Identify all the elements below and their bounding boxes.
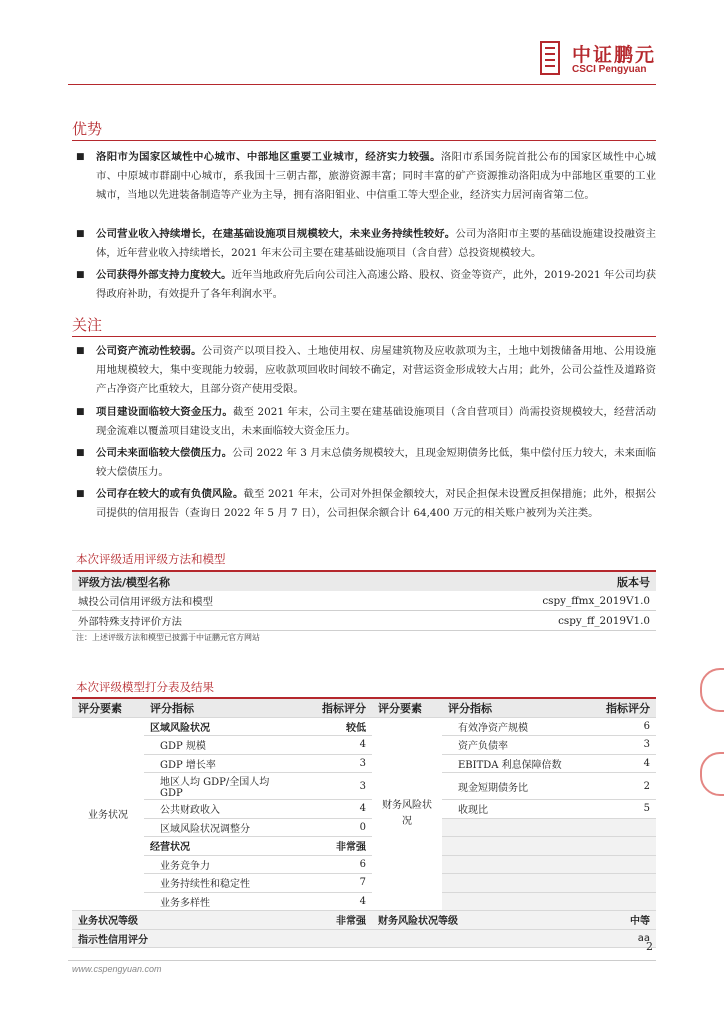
section-divider	[72, 140, 656, 141]
score-item-label: 业务持续性和稳定性	[144, 874, 290, 893]
section-title-advantages: 优势	[72, 120, 103, 138]
advantage-item: 公司营业收入持续增长，在建基础设施项目规模较大，未来业务持续性较好。公司为洛阳市主要的基础设施建设投融资主体，近年营业收入持续增长，2021 年末公司主要在建基础设施项目（含自营）总投资规模较大。	[96, 228, 656, 259]
score-item-value: 2	[580, 773, 656, 800]
method-name: 外部特殊支持评价方法	[72, 611, 394, 631]
bullet-icon: ■	[76, 448, 85, 458]
method-version: cspy_ff_2019V1.0	[394, 611, 656, 631]
seal-stamp-icon	[700, 752, 724, 796]
score-header: 评分要素	[372, 698, 442, 717]
score-item-label: 公共财政收入	[144, 800, 290, 819]
indicative-score-label: 指示性信用评分	[72, 929, 580, 948]
score-group-label: 经营状况	[144, 837, 290, 856]
bullet-icon: ■	[76, 270, 85, 280]
score-item-value: 3	[580, 736, 656, 755]
score-item-label: 业务竞争力	[144, 855, 290, 874]
empty-cell	[442, 892, 580, 911]
empty-cell	[580, 874, 656, 893]
score-table-title: 本次评级模型打分表及结果	[76, 680, 214, 694]
score-item-value: 7	[290, 874, 372, 893]
method-table-note: 注：上述评级方法和模型已披露于中证鹏元官方网站	[76, 633, 260, 642]
empty-cell	[442, 837, 580, 856]
score-item-label: 地区人均 GDP/全国人均 GDP	[144, 773, 290, 800]
bullet-icon: ■	[76, 152, 85, 162]
empty-cell	[442, 855, 580, 874]
empty-cell	[442, 818, 580, 837]
score-item-label: EBITDA 利息保障倍数	[442, 754, 580, 773]
score-header: 评分指标	[144, 698, 290, 717]
score-item-value: 6	[580, 717, 656, 736]
method-header-name: 评级方法/模型名称	[72, 571, 394, 591]
bullet-icon: ■	[76, 489, 85, 499]
page-number: 2	[646, 940, 653, 953]
financial-grade-value: 中等	[580, 911, 656, 930]
footer-url: www.cspengyuan.com	[72, 964, 162, 974]
business-grade-label: 业务状况等级	[72, 911, 290, 930]
score-group-label: 区域风险状况	[144, 717, 290, 736]
score-item-label: GDP 增长率	[144, 754, 290, 773]
section-divider	[72, 336, 656, 337]
score-item-label: GDP 规模	[144, 736, 290, 755]
score-item-value: 6	[290, 855, 372, 874]
empty-cell	[580, 837, 656, 856]
score-header: 指标评分	[290, 698, 372, 717]
financial-grade-label: 财务风险状况等级	[372, 911, 580, 930]
footer-divider	[68, 960, 656, 961]
score-item-label: 区域风险状况调整分	[144, 818, 290, 837]
score-item-value: 4	[290, 892, 372, 911]
score-item-value: 4	[290, 800, 372, 819]
method-table	[72, 570, 656, 631]
empty-cell	[580, 818, 656, 837]
score-item-label: 资产负债率	[442, 736, 580, 755]
logo-english-name: CSCI Pengyuan	[572, 64, 647, 75]
score-item-label: 现金短期债务比	[442, 773, 580, 800]
company-logo-icon	[540, 41, 560, 75]
score-factor-business: 业务状况	[72, 717, 144, 911]
bullet-icon: ■	[76, 229, 85, 239]
method-header-version: 版本号	[394, 571, 656, 591]
score-item-value: 3	[290, 773, 372, 800]
score-item-label: 收现比	[442, 800, 580, 819]
empty-cell	[442, 874, 580, 893]
indicative-score-value: aa	[580, 929, 656, 948]
header-divider	[68, 84, 656, 85]
score-header: 评分要素	[72, 698, 144, 717]
score-header: 评分指标	[442, 698, 580, 717]
score-table	[72, 697, 656, 948]
concern-item: 公司未来面临较大偿债压力。公司 2022 年 3 月末总债务规模较大，且现金短期债务比低，集中偿付压力较大，未来面临较大偿债压力。	[96, 447, 657, 478]
advantage-item: 公司获得外部支持力度较大。近年当地政府先后向公司注入高速公路、股权、资金等资产，此外，2019-2021 年公司均获得政府补助，有效提升了各年利润水平。	[96, 269, 656, 300]
concern-item: 公司资产流动性较弱。公司资产以项目投入、土地使用权、房屋建筑物及应收款项为主，土地中划拨储备用地、公用设施用地规模较大，集中变现能力较弱，应收款项回收时间较不确定，对营运资金形成较大占用；此外，公司公益性及道路资产占净资产比重较大，且部分资产使用受限。	[96, 345, 657, 395]
score-item-value: 0	[290, 818, 372, 837]
score-item-label: 有效净资产规模	[442, 717, 580, 736]
seal-stamp-icon	[700, 668, 724, 712]
score-group-value: 非常强	[290, 837, 372, 856]
method-version: cspy_ffmx_2019V1.0	[394, 591, 656, 611]
score-item-value: 5	[580, 800, 656, 819]
concern-item: 公司存在较大的或有负债风险。截至 2021 年末，公司对外担保金额较大，对民企担保未设置反担保措施；此外，根据公司提供的信用报告（查询日 2022 年 5 月 7 日），公司担保余额合计 64,400 万元的相关账户被列为关注类。	[96, 488, 657, 519]
score-item-value: 4	[290, 736, 372, 755]
bullet-icon: ■	[76, 346, 85, 356]
score-item-value: 3	[290, 754, 372, 773]
empty-cell	[580, 892, 656, 911]
business-grade-value: 非常强	[290, 911, 372, 930]
advantage-item: 洛阳市为国家区域性中心城市、中部地区重要工业城市，经济实力较强。洛阳市系国务院首批公布的国家区域性中心城市、中原城市群副中心城市，系我国十三朝古都，旅游资源丰富；同时丰富的矿产资源推动洛阳成为中部地区重要的工业城市，当地以先进装备制造等产业为主导，拥有洛阳钼业、中信重工等大型企业，经济实力居河南省第二位。	[96, 151, 657, 201]
score-header: 指标评分	[580, 698, 656, 717]
logo-chinese-name: 中证鹏元	[572, 44, 657, 66]
empty-cell	[580, 855, 656, 874]
method-table-title: 本次评级适用评级方法和模型	[76, 552, 226, 566]
method-name: 城投公司信用评级方法和模型	[72, 591, 394, 611]
bullet-icon: ■	[76, 407, 85, 417]
score-item-label: 业务多样性	[144, 892, 290, 911]
score-group-value: 较低	[290, 717, 372, 736]
score-factor-financial: 财务风险状况	[372, 717, 442, 911]
concern-item: 项目建设面临较大资金压力。截至 2021 年末，公司主要在建基础设施项目（含自营项目）尚需投资规模较大，经营活动现金流难以覆盖项目建设支出，未来面临较大资金压力。	[96, 406, 656, 437]
section-title-concerns: 关注	[72, 316, 103, 334]
score-item-value: 4	[580, 754, 656, 773]
